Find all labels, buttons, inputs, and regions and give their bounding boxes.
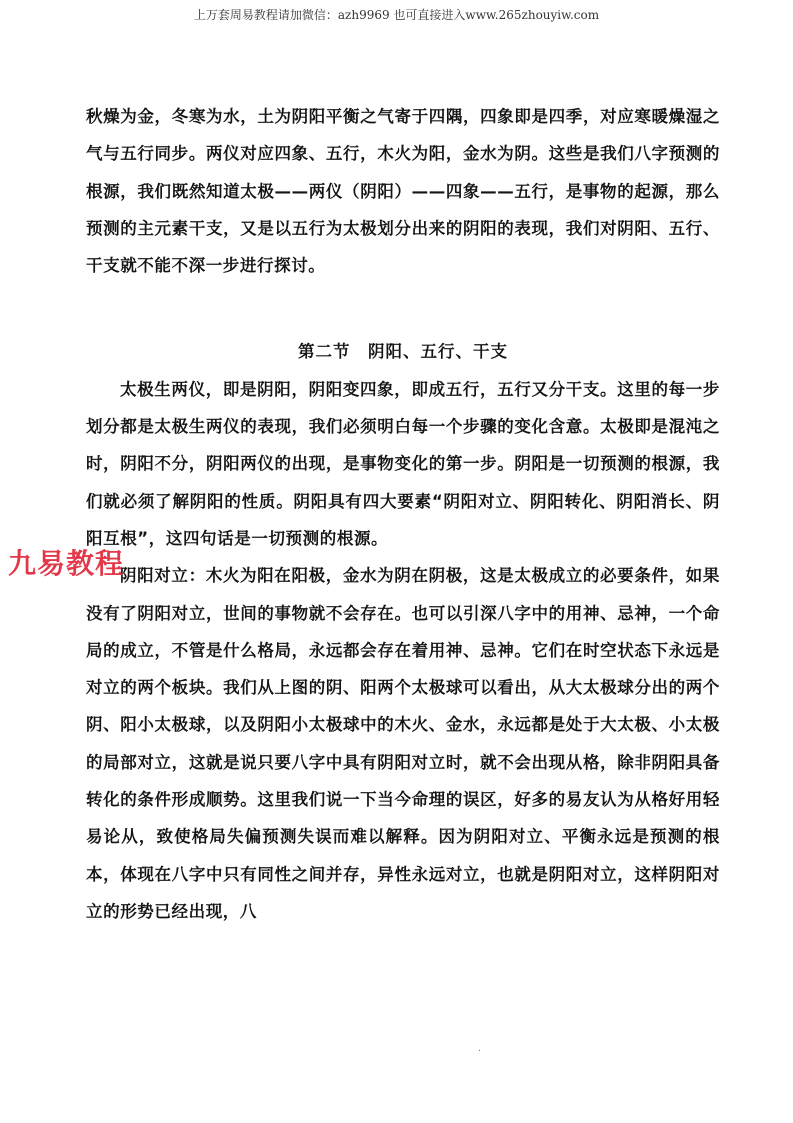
- watermark-logo: 九易教程: [8, 547, 125, 580]
- document-body: [86, 98, 720, 930]
- paragraph-section-1: 太极生两仪，即是阴阳，阴阳变四象，即成五行，五行又分干支。这里的每一步划分都是太极生两仪的表现，我们必须明白每一个步骤的变化含意。太极即是混沌之时，阴阳不分，阴阳两仪的出现，是事物变化的第一步。阴阳是一切预测的根源，我们就必须了解阴阳的性质。阴阳具有四大要素“阴阳对立、阴阳转化、阴阳消长、阴阳互根”，这四句话是一切预测的根源。: [86, 379, 720, 548]
- paragraph-intro: 秋燥为金，冬寒为水，土为阴阳平衡之气寄于四隅，四象即是四季，对应寒暖燥湿之气与五行同步。两仪对应四象、五行，木火为阳，金水为阴。这些是我们八字预测的根源，我们既然知道太极——两仪（阴阳）——四象——五行，是事物的起源，那么预测的主元素干支，又是以五行为太极划分出来的阴阳的表现，我们对阴阳、五行、干支就不能不深一步进行探讨。: [86, 107, 720, 276]
- footer-mark: ·: [478, 1046, 482, 1057]
- section-title: 第二节 阴阳、五行、干支: [298, 342, 508, 362]
- paragraph-section-2: 阴阳对立：木火为阳在阳极，金水为阴在阴极，这是太极成立的必要条件，如果没有了阴阳对立，世间的事物就不会存在。也可以引深八字中的用神、忌神，一个命局的成立，不管是什么格局，永远都会存在着用神、忌神。它们在时空状态下永远是对立的两个板块。我们从上图的阴、阳两个太极球可以看出，从大太极球分出的两个阴、阳小太极球，以及阴阳小太极球中的木火、金水，永远都是处于大太极、小太极的局部对立，这就是说只要八字中具有阴阳对立时，就不会出现从格，除非阴阳具备转化的条件形成顺势。这里我们说一下当今命理的误区，好多的易友认为从格好用轻易论从，致使格局失偏预测失误而难以解释。因为阴阳对立、平衡永远是预测的根本，体现在八字中只有同性之间并存，异性永远对立，也就是阴阳对立，这样阴阳对立的形势已经出现，八: [86, 566, 720, 921]
- header-notice: 上万套周易教程请加微信：azh9969 也可直接进入www.265zhouyiw.com: [193, 8, 600, 22]
